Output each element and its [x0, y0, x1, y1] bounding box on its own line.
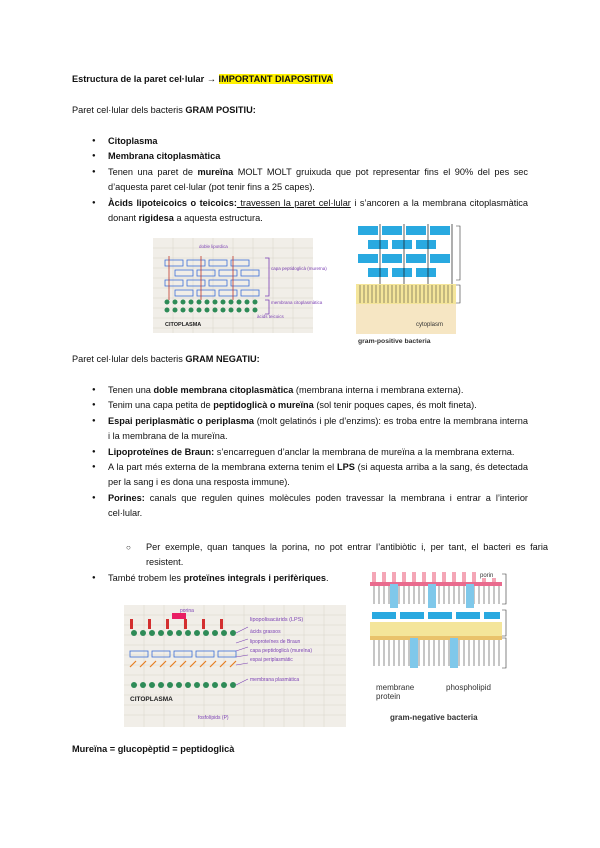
gram-negative-list-last [78, 571, 368, 586]
list-item: ● Tenim una capa petita de peptidoglicà o mureïna (sol tenir poques capes, és molt fineta). [78, 398, 528, 413]
list-item: ● Espai periplasmàtic o periplasma (molt gelatinós i ple d’enzims): es troba entre la membrana interna i la membrana de la mureïna. [78, 414, 528, 445]
list-item: ● Lipoproteïnes de Braun: s’encarreguen d’anclar la membrana de mureïna a la membrana externa. [78, 445, 528, 460]
note-label: àcids grassos [250, 629, 281, 635]
list-item: ● Tenen una doble membrana citoplasmàtica (membrana interna i membrana externa). [78, 383, 528, 398]
gram-positive-heading: Paret cel·lular dels bacteris GRAM POSITIU: [72, 105, 256, 115]
note-label: doble lipoïdica [199, 244, 228, 249]
note-label: lipoproteïnes de Braun [250, 639, 301, 645]
note-label: CITOPLASMA [130, 696, 173, 703]
fig-label-cytoplasm: cytoplasm [416, 322, 444, 328]
note-label: lipopolisacàrids (LPS) [250, 617, 304, 623]
gram-positive-list [78, 134, 528, 226]
note-label: fosfolípids (P) [198, 715, 229, 721]
gram-negative-list [78, 383, 528, 522]
note-label: porina [180, 608, 194, 614]
footer-definition: Mureïna = glucopèptid = peptidoglicà [72, 744, 235, 754]
list-item: ● Porines: canals que regulen quines molècules poden travessar la membrana i entrar a l’interior cel·lular. [78, 491, 528, 522]
list-item: ● A la part més externa de la membrana externa tenim el LPS (si aquesta arriba a la sang, és detectada per la sang i es dona una resposta immune). [78, 460, 528, 491]
gram-positive-handwritten-note [153, 238, 327, 333]
list-item: ● També trobem les proteïnes integrals i perifèriques. [78, 571, 368, 586]
list-item: ● Citoplasma [78, 134, 528, 149]
sub-list-item: ○ Per exemple, quan tanques la porina, no pot entrar l’antibiòtic i, per tant, el bacteri es faria resistent. [126, 540, 548, 571]
note-label: capa peptidoglicà (mureïna) [250, 648, 312, 654]
gram-positive-figure [356, 222, 470, 346]
list-item: ● Àcids lipoteicoics o teicoics: travessen la paret cel·lular i s’ancoren a la membrana citoplasmàtica donant rigidesa a aquesta estructura. [78, 196, 528, 227]
note-label: membrana citoplasmàtica [271, 300, 323, 305]
note-label: espai periplasmàtic [250, 657, 293, 663]
gram-negative-heading: Paret cel·lular dels bacteris GRAM NEGATIU: [72, 354, 260, 364]
gram-negative-figure [370, 570, 520, 726]
highlight-important: IMPORTANT DIAPOSITIVA [218, 74, 334, 84]
fig-caption: gram-negative bacteria [390, 713, 478, 722]
page-title: Estructura de la paret cel·lular → IMPORTANT DIAPOSITIVA [72, 74, 334, 84]
note-label: CITOPLASMA [165, 322, 202, 328]
note-label: àcids teicoics [257, 314, 284, 319]
fig-label-phospholipid: phospholipid [446, 683, 491, 692]
fig-caption: gram-positive bacteria [358, 338, 431, 345]
list-item: ● Membrana citoplasmàtica [78, 149, 528, 164]
fig-label-membrane-protein: membrane protein [376, 683, 415, 701]
list-item: ● Tenen una paret de mureïna MOLT MOLT gruixuda que pot representar fins el 90% del pes sec d’aquesta paret cel·lular (pot tenir fins a 25 capes). [78, 165, 528, 196]
fig-label-porin: porin [480, 573, 494, 579]
note-label: capa peptidoglicà (mureïna) [271, 266, 327, 271]
note-label: membrana plasmàtica [250, 677, 300, 683]
gram-negative-handwritten-note [124, 605, 346, 727]
